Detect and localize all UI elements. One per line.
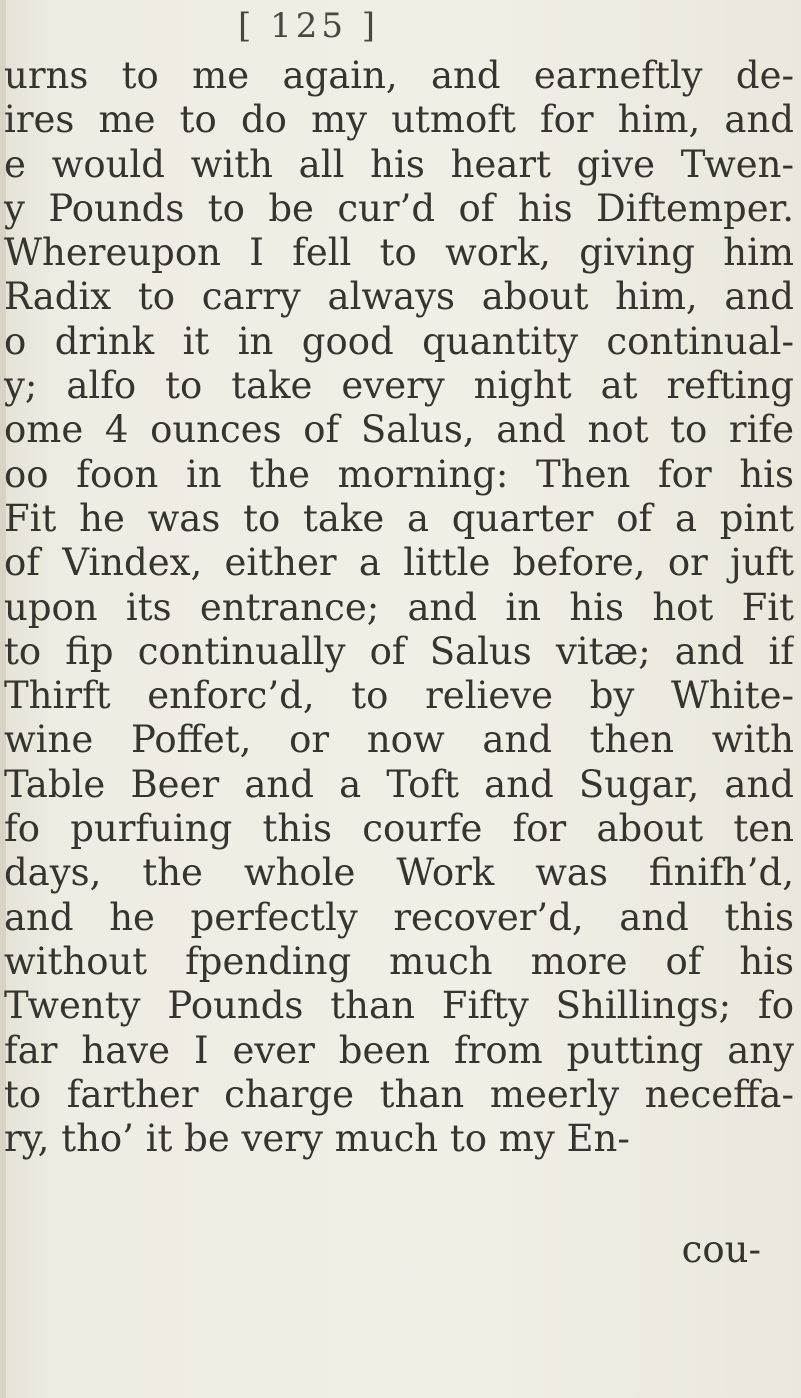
text-line: to farther charge than meerly neceffa- — [4, 1072, 794, 1116]
text-line: days, the whole Work was finifh’d, — [4, 851, 794, 895]
text-line: far have I ever been from putting any — [4, 1028, 794, 1072]
catchword: cou- — [681, 1228, 761, 1271]
text-line: of Vindex, either a little before, or juft — [4, 541, 794, 585]
text-line: ires me to do my utmoft for him, and — [4, 98, 794, 142]
text-line: Table Beer and a Toft and Sugar, and — [4, 762, 794, 806]
text-line: ome 4 ounces of Salus, and not to rife — [4, 408, 794, 452]
text-line: urns to me again, and earneftly de- — [4, 54, 794, 97]
text-line: Thirft enforc’d, to relieve by White- — [4, 674, 794, 718]
text-line: fo purfuing this courfe for about ten — [4, 807, 794, 851]
text-line: o drink it in good quantity continual- — [4, 319, 794, 363]
text-line: ry, tho’ it be very much to my En- — [4, 1117, 630, 1161]
text-line: to fip continually of Salus vitæ; and if — [4, 629, 794, 673]
text-line: Radix to carry always about him, and — [4, 275, 794, 319]
text-line: wine Poffet, or now and then with — [4, 718, 794, 762]
body-text — [4, 54, 794, 1161]
text-line: oo foon in the morning: Then for his — [4, 452, 794, 496]
text-line: y; alfo to take every night at refting — [4, 364, 794, 408]
text-line: upon its entrance; and in his hot Fit — [4, 585, 794, 629]
text-line: y Pounds to be cur’d of his Diftemper. — [4, 186, 794, 230]
text-line: and he perfectly recover’d, and this — [4, 895, 794, 939]
page-number: [ 125 ] — [238, 6, 380, 46]
text-line: Fit he was to take a quarter of a pint — [4, 496, 794, 540]
text-line: Whereupon I fell to work, giving him — [4, 231, 794, 275]
text-line: e would with all his heart give Twen- — [4, 142, 794, 186]
text-line: Twenty Pounds than Fifty Shillings; fo — [4, 984, 794, 1028]
text-line: without fpending much more of his — [4, 939, 794, 983]
